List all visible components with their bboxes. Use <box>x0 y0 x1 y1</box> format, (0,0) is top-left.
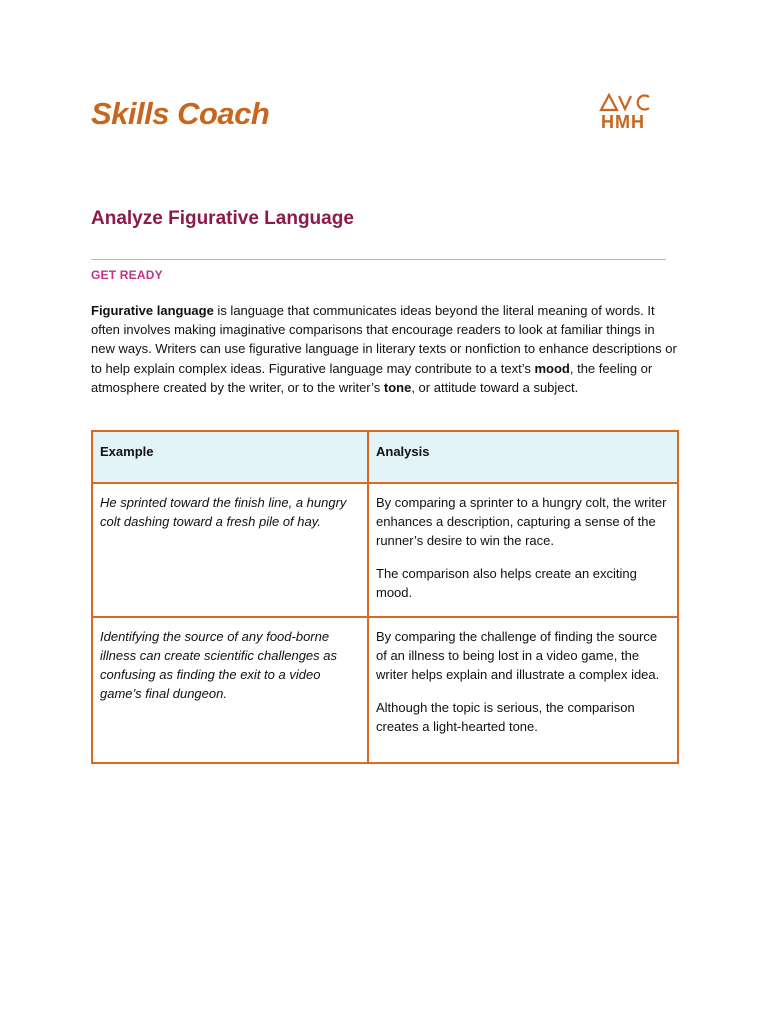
examples-table-wrap <box>91 430 679 764</box>
term-tone: tone <box>383 379 412 395</box>
intro-text-3: , or attitude toward a subject. <box>411 379 579 395</box>
example-cell: He sprinted toward the finish line, a hungry colt dashing toward a fresh pile of hay. <box>92 483 368 617</box>
section-label: GET READY <box>91 268 163 282</box>
table-header-row <box>92 431 678 483</box>
hmh-logo <box>599 93 659 133</box>
divider <box>91 259 666 260</box>
column-header-analysis: Analysis <box>368 431 678 483</box>
page-header <box>91 96 659 146</box>
analysis-paragraph: By comparing the challenge of finding the source of an illness to being lost in a video game, the writer helps explain and illustrate a complex idea. <box>376 629 660 682</box>
hmh-logo-icon <box>599 93 659 113</box>
intro-text-1: is language that communicates ideas beyond the literal meaning of words. It often involves making imaginative comparisons that encourage readers to look at familiar things in new ways. Writers can use figurative language in literary texts or nonfiction to enhance descriptions or to help explain complex ideas. Figurative language may contribute to a text’s <box>91 303 677 376</box>
analysis-cell <box>368 617 678 763</box>
brand-title: Skills Coach <box>91 96 270 131</box>
example-cell: Identifying the source of any food-borne illness can create scientific challenges as confusing as finding the exit to a video game’s final dungeon. <box>92 617 368 763</box>
logo-text: HMH <box>601 112 645 132</box>
table-row <box>92 483 678 617</box>
table-row <box>92 617 678 763</box>
intro-text-2: , the feeling or atmosphere created by the writer, or to the writer’s <box>91 360 653 395</box>
examples-table <box>91 430 679 764</box>
analysis-paragraph: The comparison also helps create an exciting mood. <box>376 566 637 600</box>
term-mood: mood <box>534 360 570 376</box>
analysis-paragraph: Although the topic is serious, the comparison creates a light-hearted tone. <box>376 700 635 734</box>
analysis-paragraph: By comparing a sprinter to a hungry colt, the writer enhances a description, capturing a sense of the runner’s desire to win the race. <box>376 495 667 548</box>
term-figurative-language: Figurative language <box>91 303 214 318</box>
intro-paragraph <box>91 301 681 397</box>
lesson-title: Analyze Figurative Language <box>91 208 354 229</box>
analysis-cell <box>368 483 678 617</box>
column-header-example: Example <box>92 431 368 483</box>
